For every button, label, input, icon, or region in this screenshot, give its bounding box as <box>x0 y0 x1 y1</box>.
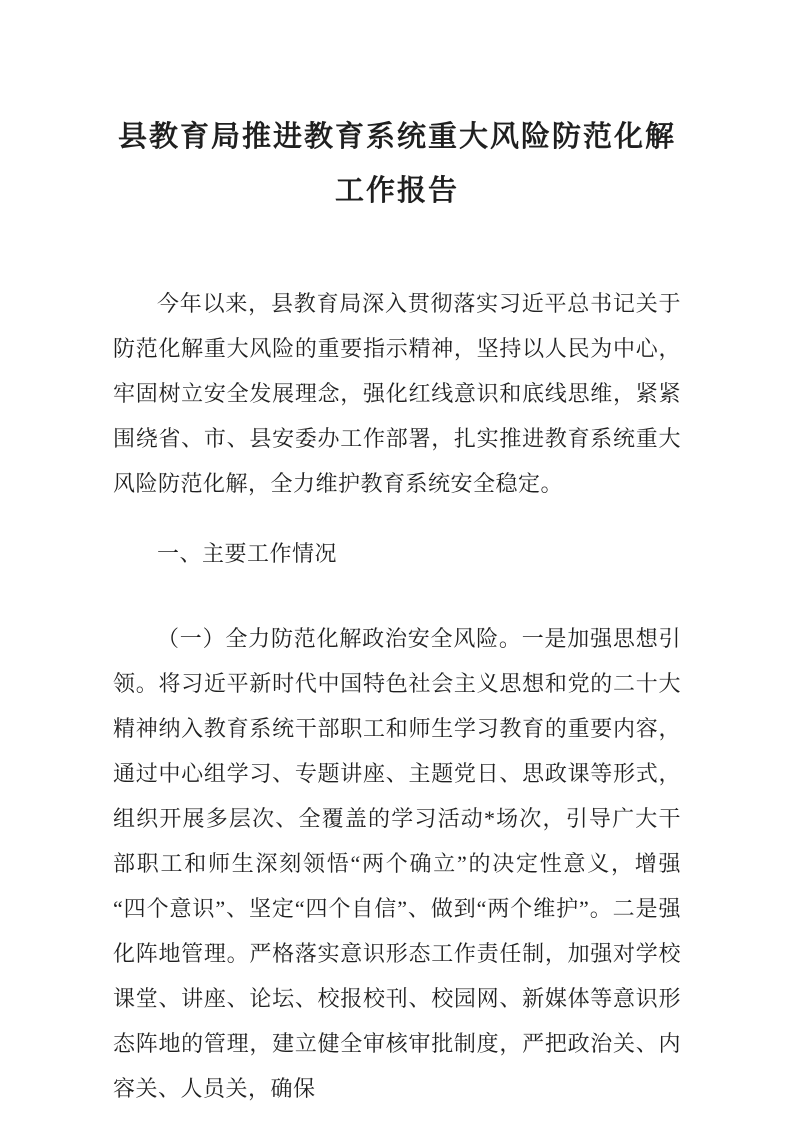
section-heading: 一、主要工作情况 <box>157 541 338 566</box>
intro-paragraph: 今年以来，县教育局深入贯彻落实习近平总书记关于防范化解重大风险的重要指示精神，坚持以人民为中心，牢固树立安全发展理念，强化红线意识和底线思维，紧紧围绕省、市、县安委办工作部署，扎实推进教育系统重大风险防范化解，全力维护教育系统安全稳定。 <box>113 291 681 496</box>
document-title <box>113 110 681 218</box>
section-paragraph: （一）全力防范化解政治安全风险。一是加强思想引领。将习近平新时代中国特色社会主义思想和党的二十大精神纳入教育系统干部职工和师生学习教育的重要内容，通过中心组学习、专题讲座、主题党日、思政课等形式，组织开展多层次、全覆盖的学习活动*场次，引导广大干部职工和师生深刻领悟“两个确立”的决定性意义，增强“四个意识”、坚定“四个自信”、做到“两个维护”。二是强化阵地管理。严格落实意识形态工作责任制，加强对学校课堂、讲座、论坛、校报校刊、校园网、新媒体等意识形态阵地的管理，建立健全审核审批制度，严把政治关、内容关、人员关，确保 <box>113 626 681 1101</box>
document-title-line-2: 工作报告 <box>334 175 459 207</box>
document-title-line-1: 县教育局推进教育系统重大风险防范化解 <box>117 121 676 153</box>
